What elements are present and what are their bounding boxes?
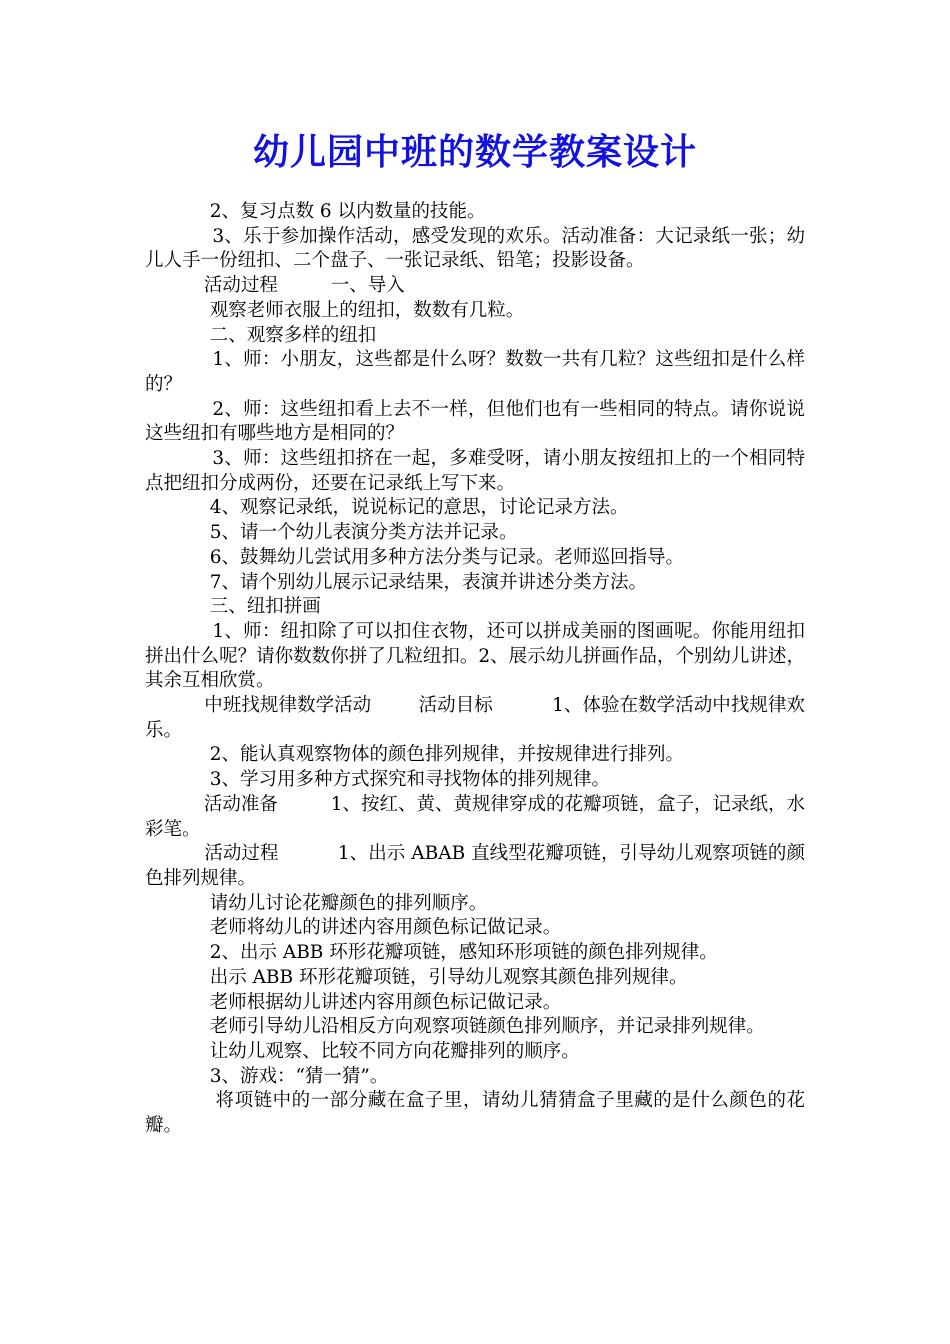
paragraph: 老师根据幼儿讲述内容用颜色标记做记录。 bbox=[145, 991, 562, 1013]
paragraph: 7、请个别幼儿展示记录结果，表演并讲述分类方法。 bbox=[145, 571, 647, 593]
paragraph: 出示 ABB 环形花瓣项链，引导幼儿观察其颜色排列规律。 bbox=[145, 966, 688, 988]
paragraph: 1、师：小朋友，这些都是什么呀？数数一共有几粒？这些纽扣是什么样的？ bbox=[145, 349, 806, 395]
paragraph: 3、学习用多种方式探究和寻找物体的排列规律。 bbox=[145, 769, 610, 791]
paragraph: 活动过程 一、导入 bbox=[145, 275, 405, 297]
paragraph: 二、观察多样的纽扣 bbox=[145, 324, 377, 346]
paragraph: 中班找规律数学活动 活动目标 1、体验在数学活动中找规律欢乐。 bbox=[145, 695, 805, 741]
paragraph: 3、乐于参加操作活动，感受发现的欢乐。活动准备：大记录纸一张；幼儿人手一份纽扣、二个盘子、一张记录纸、铅笔；投影设备。 bbox=[145, 225, 806, 272]
paragraph: 1、师：纽扣除了可以扣住衣物，还可以拼成美丽的图画呢。你能用纽扣拼出什么呢？请你数数你拼了几粒纽扣。2、展示幼儿拼画作品，个别幼儿讲述，其余互相欣赏。 bbox=[145, 620, 806, 692]
paragraph: 2、出示 ABB 环形花瓣项链，感知环形项链的颜色排列规律。 bbox=[145, 942, 718, 964]
paragraph: 3、师：这些纽扣挤在一起，多难受呀，请小朋友按纽扣上的一个相同特点把纽扣分成两份，还要在记录纸上写下来。 bbox=[145, 448, 806, 494]
paragraph: 让幼儿观察、比较不同方向花瓣排列的顺序。 bbox=[145, 1040, 580, 1062]
paragraph: 观察老师衣服上的纽扣，数数有几粒。 bbox=[145, 299, 525, 321]
paragraph: 三、纽扣拼画 bbox=[145, 596, 321, 618]
paragraph: 5、请一个幼儿表演分类方法并记录。 bbox=[145, 522, 518, 544]
paragraph: 活动过程 1、出示 ABAB 直线型花瓣项链，引导幼儿观察项链的颜色排列规律。 bbox=[145, 843, 805, 889]
paragraph: 老师引导幼儿沿相反方向观察项链颜色排列顺序，并记录排列规律。 bbox=[145, 1016, 765, 1038]
paragraph: 活动准备 1、按红、黄、黄规律穿成的花瓣项链，盒子，记录纸，水彩笔。 bbox=[145, 793, 806, 840]
paragraph: 3、游戏：“猜一猜”。 bbox=[145, 1065, 389, 1087]
paragraph: 2、复习点数 6 以内数量的技能。 bbox=[145, 201, 486, 222]
paragraph: 2、师：这些纽扣看上去不一样，但他们也有一些相同的特点。请你说说这些纽扣有哪些地方是相同的？ bbox=[145, 398, 806, 445]
paragraph: 将项链中的一部分藏在盒子里，请幼儿猜猜盒子里藏的是什么颜色的花瓣。 bbox=[145, 1090, 805, 1137]
paragraph: 请幼儿讨论花瓣颜色的排列顺序。 bbox=[145, 892, 488, 914]
document-body bbox=[145, 200, 805, 1139]
document-title: 幼儿园中班的数学教案设计 bbox=[252, 131, 697, 173]
paragraph: 老师将幼儿的讲述内容用颜色标记做记录。 bbox=[145, 917, 562, 939]
paragraph: 6、鼓舞幼儿尝试用多种方法分类与记录。老师巡回指导。 bbox=[145, 546, 684, 568]
paragraph: 4、观察记录纸，说说标记的意思，讨论记录方法。 bbox=[145, 497, 629, 519]
paragraph: 2、能认真观察物体的颜色排列规律，并按规律进行排列。 bbox=[145, 744, 684, 766]
